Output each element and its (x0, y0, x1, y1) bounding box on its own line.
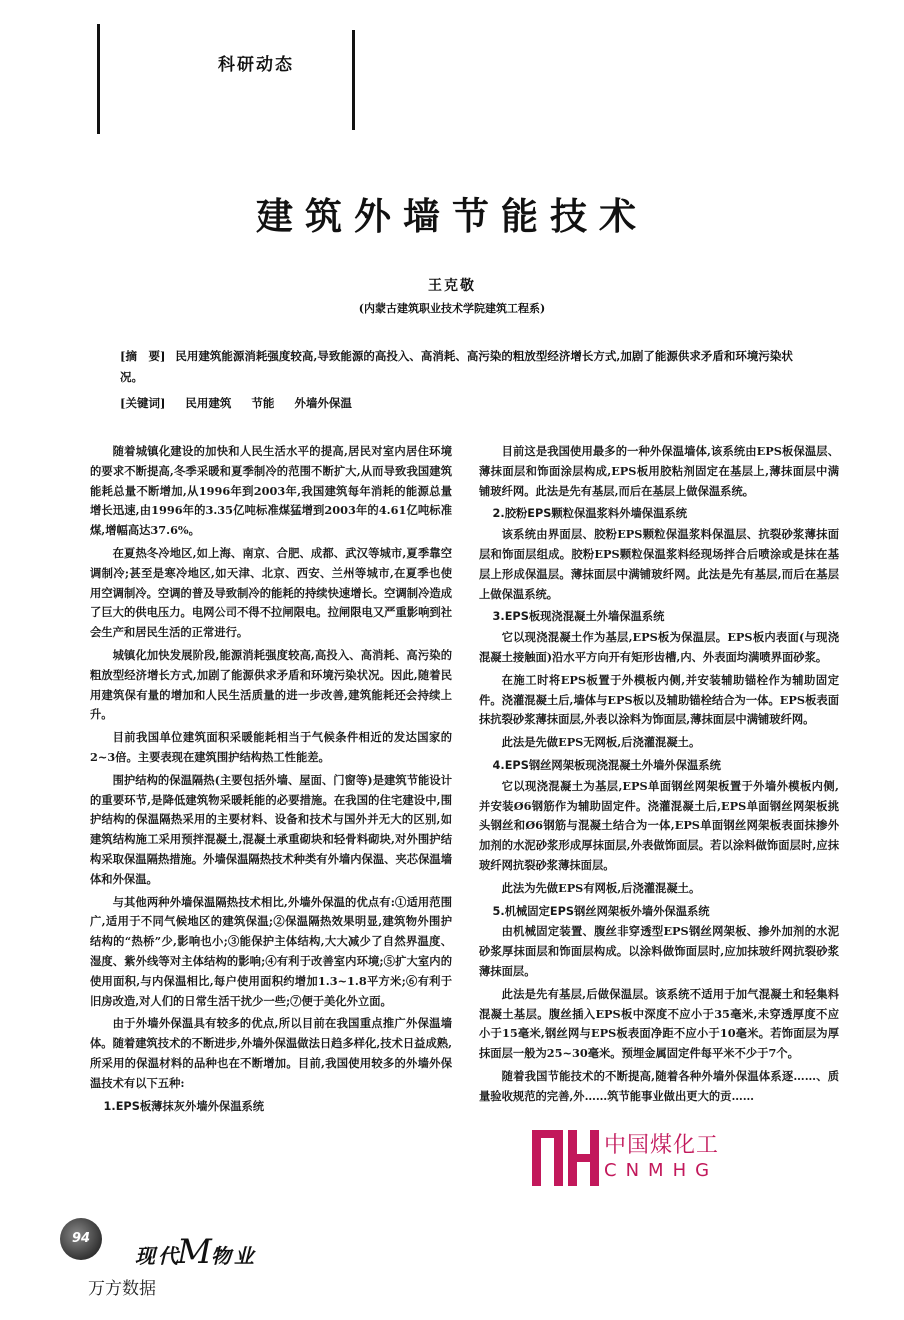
header-right-bar (352, 30, 355, 130)
section-heading: 1.EPS板薄抹灰外墙外保温系统 (103, 1099, 265, 1113)
keywords (120, 395, 810, 411)
paragraph: 此法是先做EPS无网板,后浇灌混凝土。 (501, 735, 701, 750)
keyword: 民用建筑 (185, 396, 232, 410)
paragraph: 该系统由界面层、胶粉EPS颗粒保温浆料保温层、抗裂砂浆薄抹面层和饰面层组成。胶粉EPS颗粒保温浆料经现场拌合后喷涂或是抹在基层上形成保温层。薄抹面层中满铺玻纤网。此法是先有基层,而后在基层上做保温系统。 (479, 527, 839, 601)
author: 王克敬 (428, 278, 476, 294)
magazine-name-post: 物业 (210, 1244, 257, 1268)
abstract (120, 346, 810, 388)
left-column (90, 442, 452, 1117)
section-heading: 4.EPS钢丝网架板现浇混凝土外墙外保温系统 (492, 758, 721, 772)
paragraph: 目前这是我国使用最多的一种外保温墙体,该系统由EPS板保温层、薄抹面层和饰面涂层构成,EPS板用胶粘剂固定在基层上,薄抹面层中满铺玻纤网。此法是先有基层,而后在基层上做保温系统。 (479, 444, 839, 498)
paragraph: 随着城镇化建设的加快和人民生活水平的提高,居民对室内居住环境的要求不断提高,冬季采暖和夏季制冷的范围不断扩大,从而导致我国建筑能耗总量不断增加,从1996年到2003年,我国建筑每年消耗的能源总量增长迅速,由1996年的3.35亿吨标准煤猛增到2003年的4.61亿吨标准煤,增幅高达37.6%。 (90, 444, 452, 538)
section-heading: 5.机械固定EPS钢丝网架板外墙外保温系统 (492, 904, 710, 918)
paragraph: 它以现浇混凝土为基层,EPS单面钢丝网架板置于外墙外模板内侧,并安装Ø6钢筋作为辅助固定件。浇灌混凝土后,EPS单面钢丝网架板挑头钢丝和Ø6钢筋与混凝土结合为一体,EPS单面钢丝网架板表面抹掺外加剂的水泥砂浆形成厚抹面层,外表做饰面层。若以涂料做饰面层时,应抹玻纤网抗裂砂浆薄抹面层。 (479, 778, 839, 872)
watermark-cn: 中国煤化工 (604, 1128, 719, 1159)
source-label: 万方数据 (88, 1279, 156, 1299)
keyword: 外墙外保温 (294, 396, 352, 410)
paragraph: 它以现浇混凝土作为基层,EPS板为保温层。EPS板内表面(与现浇混凝土接触面)沿水平方向开有矩形齿槽,内、外表面均满喷界面砂浆。 (479, 630, 839, 664)
paragraph: 城镇化加快发展阶段,能源消耗强度较高,高投入、高消耗、高污染的粗放型经济增长方式,加剧了能源供求矛盾和环境污染状况。因此,随着民用建筑保有量的增加和人民生活质量的进一步改善,建筑能耗还会持续上升。 (90, 647, 452, 722)
keywords-label: [关键词] (120, 396, 166, 410)
section-tag: 科研动态 (218, 55, 294, 75)
section-heading: 3.EPS板现浇混凝土外墙保温系统 (492, 610, 665, 624)
paragraph: 目前我国单位建筑面积采暖能耗相当于气候条件相近的发达国家的2~3倍。主要表现在建筑围护结构热工性能差。 (90, 730, 452, 764)
paragraph: 由于外墙外保温具有较多的优点,所以目前在我国重点推广外保温墙体。随着建筑技术的不断进步,外墙外保温做法日趋多样化,技术日益成熟,所采用的保温材料的品种也在不断增加。目前,我国使用较多的外墙外保温技术有以下五种: (90, 1016, 453, 1090)
abstract-label: [摘 要] (120, 349, 166, 363)
paragraph: 与其他两种外墙保温隔热技术相比,外墙外保温的优点有:①适用范围广,适用于不同气候地区的建筑保温;②保温隔热效果明显,建筑物外围护结构的“热桥”少,影响也小;③能保护主体结构,大大减少了自然界温度、湿度、紫外线等对主体结构的影响;④有利于改善室内环境;⑤扩大室内的使用面积,与内保温相比,每户使用面积约增加1.3~1.8平方米;⑥有利于旧房改造,对人们的日常生活干扰少一些;⑦便于美化外立面。 (90, 894, 452, 1008)
section-heading: 2.胶粉EPS颗粒保温浆料外墙保温系统 (492, 507, 687, 521)
header-left-bar (97, 24, 100, 134)
abstract-text: 民用建筑能源消耗强度较高,导致能源的高投入、高消耗、高污染的粗放型经济增长方式,加剧了能源供求矛盾和环境污染状况。 (120, 349, 793, 384)
watermark-logo-icon (530, 1128, 600, 1188)
paragraph: 此法为先做EPS有网板,后浇灌混凝土。 (501, 880, 701, 895)
paragraph: 在夏热冬冷地区,如上海、南京、合肥、成都、武汉等城市,夏季靠空调制冷;甚至是寒冷地区,如天津、北京、西安、兰州等城市,在夏季也使用空调制冷。空调的普及导致制冷的能耗的持续快速增长。空调制冷造成了巨大的供电压力。电网公司不得不拉闸限电。拉闸限电又严重影响到社会生产和居民生活的正常进行。 (90, 545, 452, 640)
paragraph: 随着我国节能技术的不断提高,随着各种外墙外保温体系逐……、质量验收规范的完善,外……筑节能事业做出更大的贡…… (479, 1068, 839, 1103)
keyword: 节能 (251, 396, 275, 410)
paragraph: 在施工时将EPS板置于外模板内侧,并安装辅助锚栓作为辅助固定件。浇灌混凝土后,墙体与EPS板以及辅助锚栓结合为一体。EPS板表面抹抗裂砂浆薄抹面层,外表以涂料为饰面层,薄抹面层中满铺玻纤网。 (479, 672, 839, 727)
paragraph: 围护结构的保温隔热(主要包括外墙、屋面、门窗等)是建筑节能设计的重要环节,是降低建筑物采暖耗能的必要措施。在我国的住宅建设中,围护结构的保温隔热采用的主要材料、设备和技术与国外并无大的区别,如建筑结构施工采用预拌混凝土,混凝土承重砌块和轻骨料砌块,对外围护结构采取保温隔热措施。外墙保温隔热技术种类有外墙内保温、夹芯保温墙体和外保温。 (90, 772, 452, 886)
right-column (479, 442, 839, 1110)
affiliation: (内蒙古建筑职业技术学院建筑工程系) (358, 302, 546, 315)
magazine-logo (135, 1232, 257, 1272)
page-number: 94 (60, 1218, 102, 1260)
paragraph: 由机械固定装置、腹丝非穿透型EPS钢丝网架板、掺外加剂的水泥砂浆厚抹面层和饰面层构成。以涂料做饰面层时,应加抹玻纤网抗裂砂浆薄抹面层。 (479, 924, 839, 978)
watermark-en: CNMHG (604, 1160, 719, 1181)
magazine-name-m: M (177, 1232, 215, 1272)
article-title: 建筑外墙节能技术 (256, 194, 648, 238)
magazine-name-pre: 现代 (135, 1244, 181, 1268)
paragraph: 此法是先有基层,后做保温层。该系统不适用于加气混凝土和轻集料混凝土基层。腹丝插入EPS板中深度不应小于35毫米,未穿透厚度不应小于15毫米,钢丝网与EPS板表面净距不应小于10毫米。若饰面层为厚抹面层一般为25~30毫米。预埋金属固定件每平米不少于7个。 (479, 986, 839, 1061)
